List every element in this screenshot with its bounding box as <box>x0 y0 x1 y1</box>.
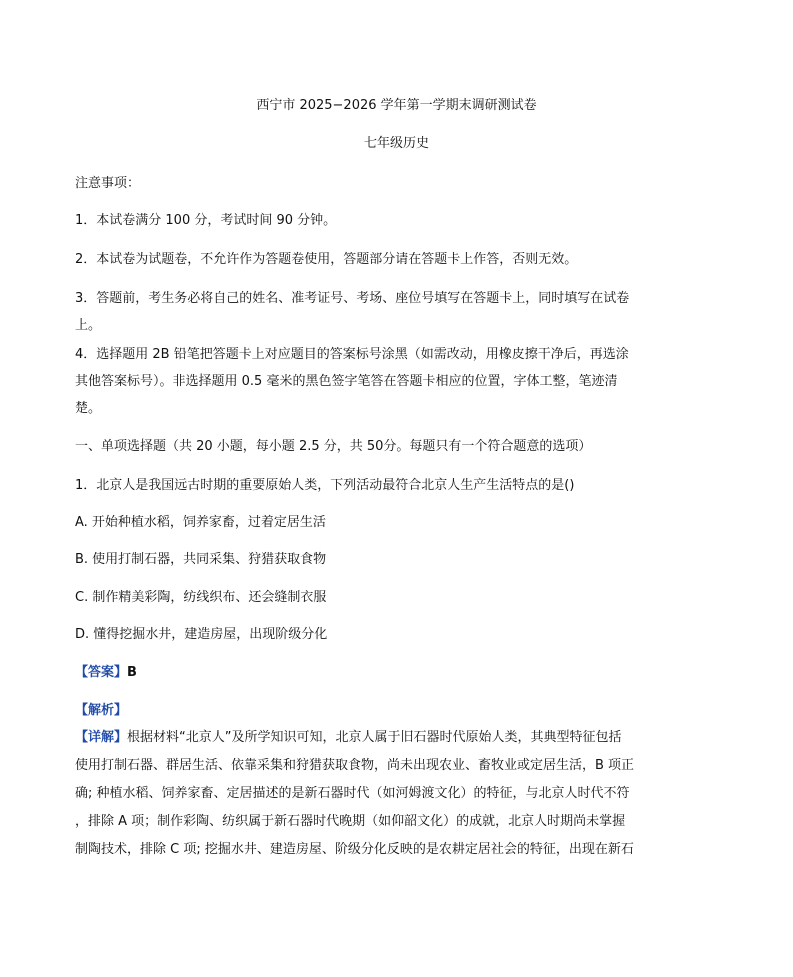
answer-value: B <box>127 665 137 680</box>
note-3-line-1: 3．答题前，考生务必将自己的姓名、准考证号、考场、座位号填写在答题卡上，同时填写在试卷 <box>75 291 630 306</box>
note-1: 1．本试卷满分 100 分，考试时间 90 分钟。 <box>75 213 337 228</box>
detail-text-1: 根据材料“北京人”及所学知识可知，北京人属于旧石器时代原始人类，其典型特征包括 <box>127 730 622 745</box>
answer-line <box>75 663 675 683</box>
notes-heading: 注意事项： <box>75 176 141 191</box>
note-4-line-1: 4．选择题用 2B 铅笔把答题卡上对应题目的答案标号涂黑（如需改动，用橡皮擦干净后，再选涂 <box>75 347 629 362</box>
detail-line-4: ，排除 A 项；制作彩陶、纺织属于新石器时代晚期（如仰韶文化）的成就，北京人时期尚未掌握 <box>75 814 626 829</box>
note-3-line-2: 上。 <box>75 318 102 333</box>
option-a: A. 开始种植水稻，饲养家畜，过着定居生活 <box>75 515 326 530</box>
detail-label: 【详解】 <box>75 730 128 745</box>
question-1-stem: 1．北京人是我国远古时期的重要原始人类，下列活动最符合北京人生产生活特点的是() <box>75 478 575 493</box>
exam-title: 西宁市 2025−2026 学年第一学期末调研测试卷 <box>256 98 537 113</box>
section-title: 一、单项选择题（共 20 小题，每小题 2.5 分，共 50分。每题只有一个符合题意的选项） <box>75 439 592 454</box>
analysis-label: 【解析】 <box>75 703 128 718</box>
note-4-line-3: 楚。 <box>75 401 102 416</box>
analysis-heading <box>75 701 675 721</box>
exam-subtitle: 七年级历史 <box>363 136 429 151</box>
option-d: D. 懂得挖掘水井，建造房屋，出现阶级分化 <box>75 627 328 642</box>
detail-line-3: 确; 种植水稻、饲养家畜、定居描述的是新石器时代（如河姆渡文化）的特征，与北京人时代不符 <box>75 786 630 801</box>
option-b: B. 使用打制石器，共同采集、狩猎获取食物 <box>75 552 327 567</box>
detail-line-2: 使用打制石器、群居生活、依靠采集和狩猎获取食物，尚未出现农业、畜牧业或定居生活，B 项正 <box>75 758 635 773</box>
option-c: C. 制作精美彩陶，纺线织布、还会缝制衣服 <box>75 590 327 605</box>
detail-line-1 <box>75 728 675 748</box>
note-2: 2．本试卷为试题卷，不允许作为答题卷使用，答题部分请在答题卡上作答，否则无效。 <box>75 252 578 267</box>
detail-line-5: 制陶技术，排除 C 项; 挖掘水井、建造房屋、阶级分化反映的是农耕定居社会的特征，出现在新石 <box>75 842 634 857</box>
answer-label: 【答案】 <box>75 665 128 680</box>
note-4-line-2: 其他答案标号）。非选择题用 0.5 毫米的黑色签字笔答在答题卡相应的位置，字体工整，笔迹清 <box>75 374 618 389</box>
